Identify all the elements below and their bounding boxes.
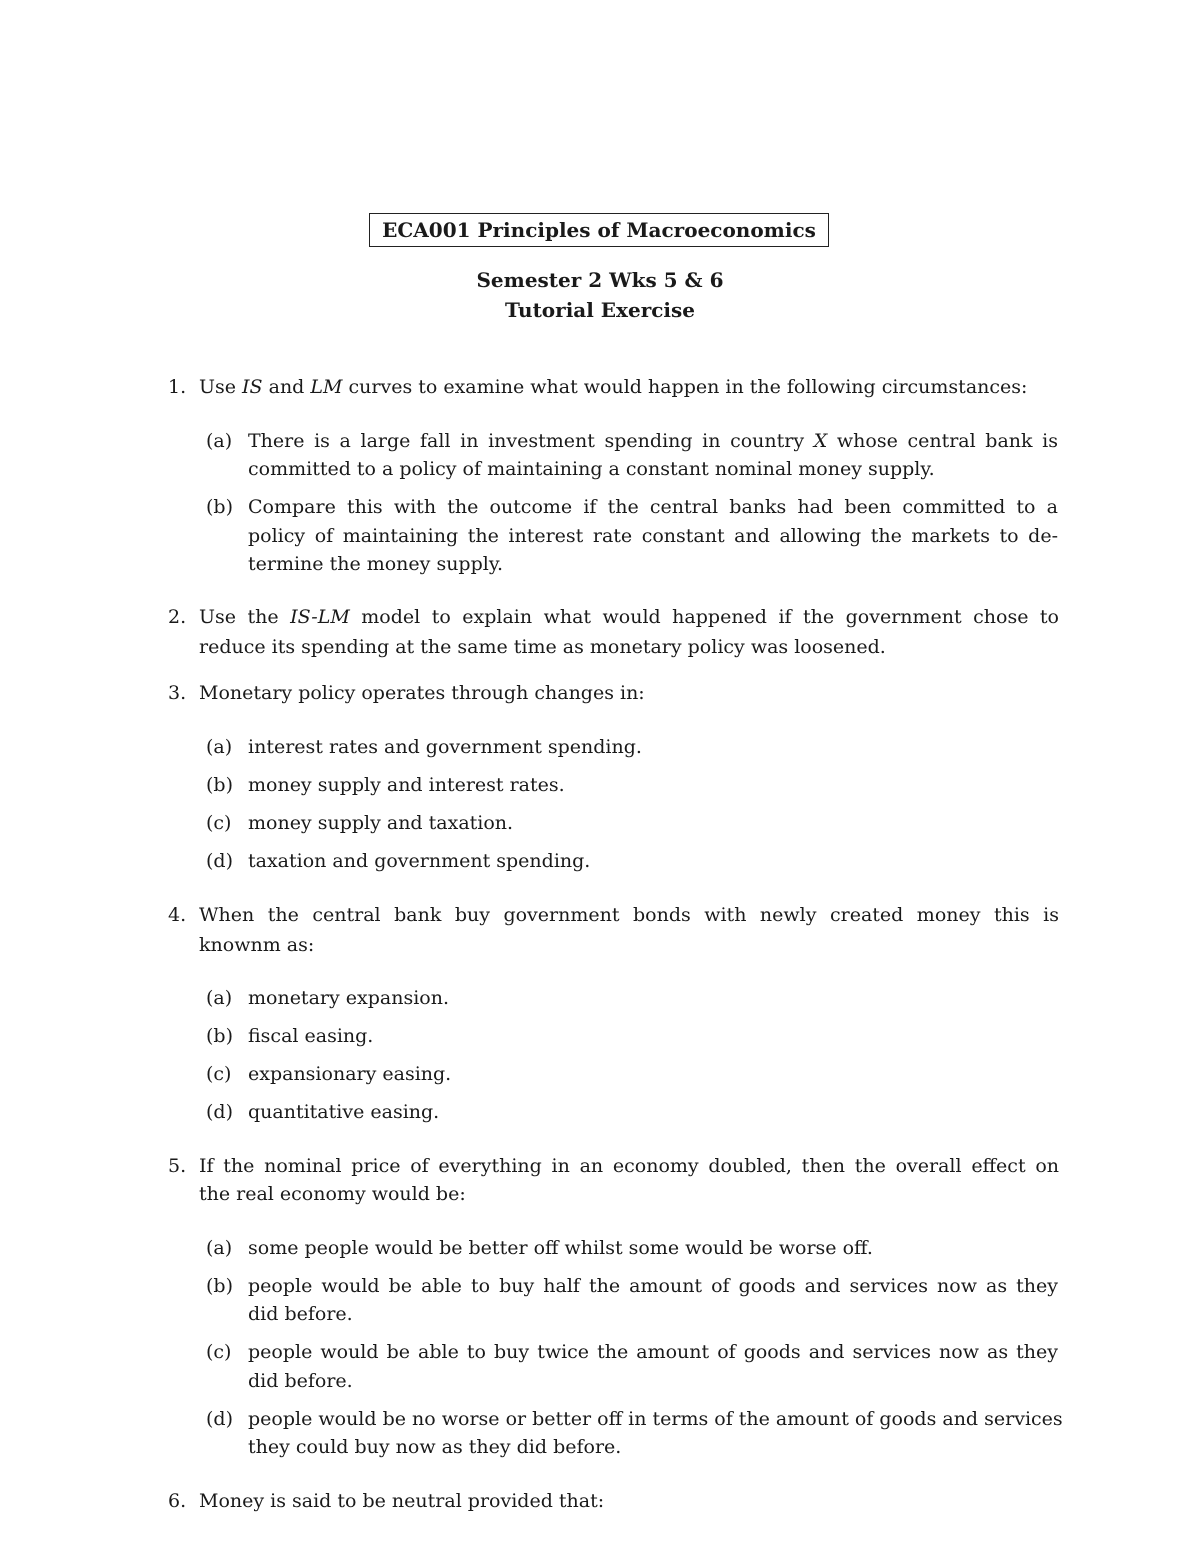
option-label: (b) xyxy=(206,774,233,796)
option-text: people would be able to buy half the amount of goods and services now as they xyxy=(248,1275,1058,1297)
question-text: Money is said to be neutral provided that: xyxy=(199,1490,605,1512)
question-text: If the nominal price of everything in an economy doubled, then the overall effect on xyxy=(199,1155,1059,1177)
option-label: (c) xyxy=(206,1341,232,1363)
question-number: 5. xyxy=(168,1155,187,1177)
question-text: knownm as: xyxy=(199,934,315,956)
option-label: (a) xyxy=(206,1237,233,1259)
course-title: ECA001 Principles of Macroeconomics xyxy=(369,213,829,247)
option-label: (a) xyxy=(206,987,233,1009)
question-text: Use IS and LM curves to examine what would happen in the following circumstances: xyxy=(199,376,1028,398)
question-number: 3. xyxy=(168,682,187,704)
question-text: Monetary policy operates through changes in: xyxy=(199,682,645,704)
option-label: (b) xyxy=(206,1025,233,1047)
question-number: 6. xyxy=(168,1490,187,1512)
semester-heading: Semester 2 Wks 5 & 6 xyxy=(476,268,724,292)
question-text: reduce its spending at the same time as monetary policy was loosened. xyxy=(199,636,886,658)
option-text: some people would be better off whilst some would be worse off. xyxy=(248,1237,873,1259)
option-text: money supply and taxation. xyxy=(248,812,514,834)
option-label: (c) xyxy=(206,1063,232,1085)
option-label: (a) xyxy=(206,430,233,452)
option-text: fiscal easing. xyxy=(248,1025,374,1047)
question-number: 4. xyxy=(168,904,187,926)
option-label: (b) xyxy=(206,496,233,518)
option-text: people would be able to buy twice the amount of goods and services now as they xyxy=(248,1341,1058,1363)
option-label: (d) xyxy=(206,850,233,872)
option-text: interest rates and government spending. xyxy=(248,736,642,758)
option-text: committed to a policy of maintaining a constant nominal money supply. xyxy=(248,458,935,480)
exercise-heading: Tutorial Exercise xyxy=(504,298,695,322)
option-text: people would be no worse or better off in terms of the amount of goods and services xyxy=(248,1408,1063,1430)
option-text: taxation and government spending. xyxy=(248,850,591,872)
question-number: 1. xyxy=(168,376,187,398)
option-text: quantitative easing. xyxy=(248,1101,440,1123)
question-text: When the central bank buy government bonds with newly created money this is xyxy=(199,904,1059,926)
option-text: Compare this with the outcome if the central banks had been committed to a xyxy=(248,496,1058,518)
option-label: (b) xyxy=(206,1275,233,1297)
option-label: (d) xyxy=(206,1408,233,1430)
option-text: There is a large fall in investment spending in country X whose central bank is xyxy=(248,430,1058,452)
option-text: termine the money supply. xyxy=(248,553,504,575)
option-text: expansionary easing. xyxy=(248,1063,452,1085)
option-label: (d) xyxy=(206,1101,233,1123)
option-text: monetary expansion. xyxy=(248,987,449,1009)
option-text: did before. xyxy=(248,1370,353,1392)
option-text: they could buy now as they did before. xyxy=(248,1436,622,1458)
option-text: policy of maintaining the interest rate constant and allowing the markets to de- xyxy=(248,525,1058,547)
question-number: 2. xyxy=(168,606,187,628)
option-text: did before. xyxy=(248,1303,353,1325)
option-text: money supply and interest rates. xyxy=(248,774,565,796)
question-text: the real economy would be: xyxy=(199,1183,466,1205)
option-label: (a) xyxy=(206,736,233,758)
question-text: Use the IS-LM model to explain what would happened if the government chose to xyxy=(199,606,1060,628)
option-label: (c) xyxy=(206,812,232,834)
